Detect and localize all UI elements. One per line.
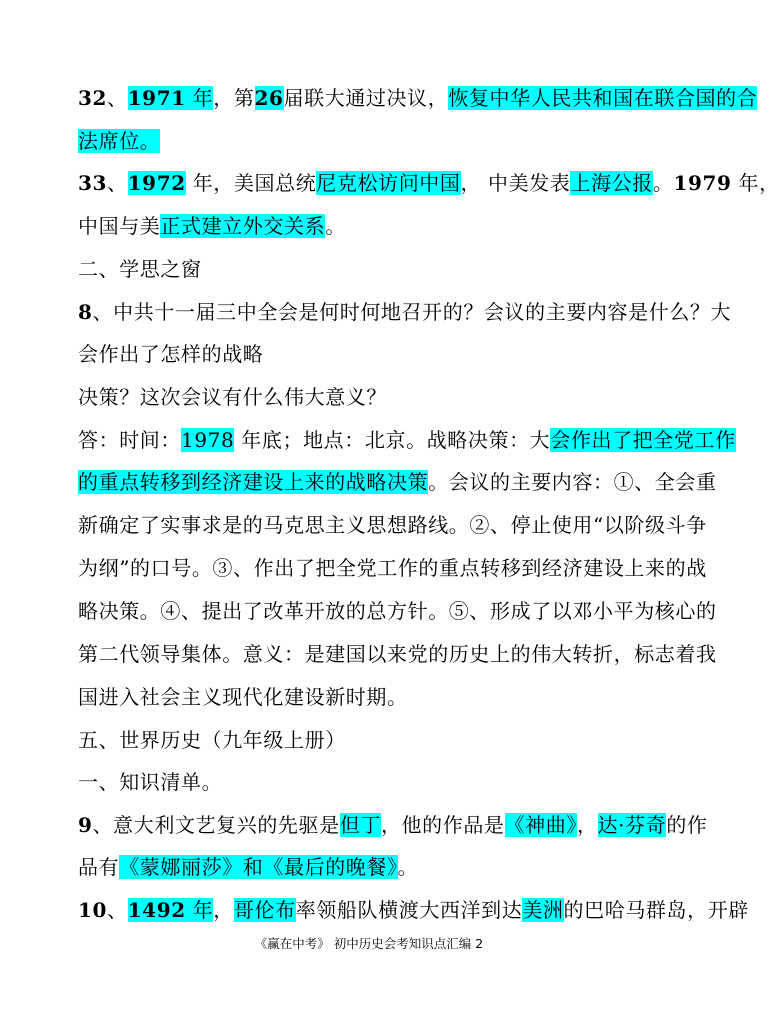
text-segment: 率领船队横渡大西洋到达 [295, 898, 523, 922]
text-segment: ， 中美发表 [460, 171, 571, 195]
text-segment: 略决策。④、提出了改革开放的总方针。⑤、形成了以邓小平为核心的 [78, 599, 717, 623]
text-line [78, 206, 678, 246]
text-line [78, 677, 678, 717]
text-segment: 。 [652, 171, 674, 195]
text-line [78, 805, 708, 845]
text-line [78, 505, 707, 545]
text-segment: ，他的作品是 [380, 813, 505, 837]
text-line [78, 591, 717, 631]
highlighted-text: 哥伦布 [233, 898, 296, 922]
highlighted-text: 但丁 [339, 813, 381, 837]
text-segment: 。 [397, 855, 419, 879]
text-segment: 二、学思之窗 [78, 257, 202, 281]
highlighted-text: 1972 [127, 171, 186, 195]
text-line [78, 334, 678, 374]
text-segment: ， [213, 898, 234, 922]
text-line [78, 462, 717, 502]
text-segment: 第二代领导集体。意义：是建国以来党的历史上的伟大转折，标志着我 [78, 642, 717, 666]
text-segment: 1979 [673, 171, 732, 195]
text-segment: 9 [78, 813, 93, 837]
highlighted-text: 上海公报 [570, 171, 653, 195]
text-line [78, 634, 717, 674]
text-line [78, 890, 749, 930]
text-line [78, 762, 678, 802]
highlighted-text: 《神曲》 [504, 813, 577, 837]
text-segment: 的作 [666, 813, 708, 837]
text-line [78, 121, 678, 161]
text-line [78, 420, 736, 460]
text-line [78, 377, 678, 417]
highlighted-text: 尼克松访问中国 [316, 171, 461, 195]
text-segment: 、中共十一届三中全会是何时何地召开的？会议的主要内容是什么？大 [92, 300, 732, 324]
highlighted-text: 26 [254, 86, 284, 110]
text-segment: 年， [731, 171, 780, 195]
text-segment: 、意大利文艺复兴的先驱是 [92, 813, 340, 837]
text-segment: 答：时间： [78, 428, 181, 452]
highlighted-text: 1971 [127, 86, 186, 110]
page-footer: 《赢在中考》 初中历史会考知识点汇编 2 [254, 936, 484, 951]
text-line [78, 847, 678, 887]
highlighted-text: 法席位。 [78, 129, 161, 153]
highlighted-text: 达·芬奇 [597, 813, 667, 837]
text-segment: 8 [78, 300, 93, 324]
text-segment: 年底；地点：北京。战略决策：大 [234, 428, 551, 452]
highlighted-text: 美洲 [522, 898, 564, 922]
text-line [78, 720, 678, 760]
text-segment: 中国与美 [78, 214, 161, 238]
text-segment: ， [576, 813, 598, 837]
highlighted-text: 年 [185, 898, 214, 922]
text-segment: 为纲”的口号。③、作出了把全党工作的重点转移到经济建设上来的战 [78, 556, 707, 580]
text-segment: 一、知识清单。 [78, 770, 223, 794]
text-segment: 届联大通过决议， [283, 86, 449, 110]
text-segment: 32 [78, 86, 108, 110]
highlighted-text: 《蒙娜丽莎》和《最后的晚餐》 [119, 855, 398, 879]
text-segment: 。会议的主要内容：①、全会重 [428, 470, 717, 494]
text-segment: ，第 [213, 86, 255, 110]
highlighted-text: 1978 [181, 428, 235, 452]
text-segment: 国进入社会主义现代化建设新时期。 [78, 685, 408, 709]
text-segment: 、 [107, 86, 128, 110]
text-line [78, 163, 780, 203]
text-line [78, 548, 707, 588]
highlighted-text: 会作出了把全党工作 [550, 428, 736, 452]
text-segment: 年，美国总统 [185, 171, 317, 195]
text-segment: 五、世界历史（九年级上册） [78, 728, 346, 752]
text-line [78, 249, 678, 289]
text-segment: 10 [78, 898, 108, 922]
highlighted-text: 年 [185, 86, 214, 110]
text-segment: 决策？这次会议有什么伟大意义？ [78, 385, 387, 409]
text-line [78, 78, 758, 118]
text-segment: 、 [107, 898, 128, 922]
text-segment: 新确定了实事求是的马克思主义思想路线。②、停止使用“以阶级斗争 [78, 513, 707, 537]
highlighted-text: 1492 [127, 898, 186, 922]
text-segment: 的巴哈马群岛，开辟 [563, 898, 749, 922]
text-segment: 33 [78, 171, 108, 195]
text-segment: 品有 [78, 855, 120, 879]
text-line [78, 292, 732, 332]
text-segment: 会作出了怎样的战略 [78, 342, 264, 366]
text-segment: 、 [107, 171, 128, 195]
highlighted-text: 正式建立外交关系 [160, 214, 326, 238]
text-segment: 。 [325, 214, 346, 238]
highlighted-text: 的重点转移到经济建设上来的战略决策 [78, 470, 429, 494]
highlighted-text: 恢复中华人民共和国在联合国的合 [448, 86, 758, 110]
